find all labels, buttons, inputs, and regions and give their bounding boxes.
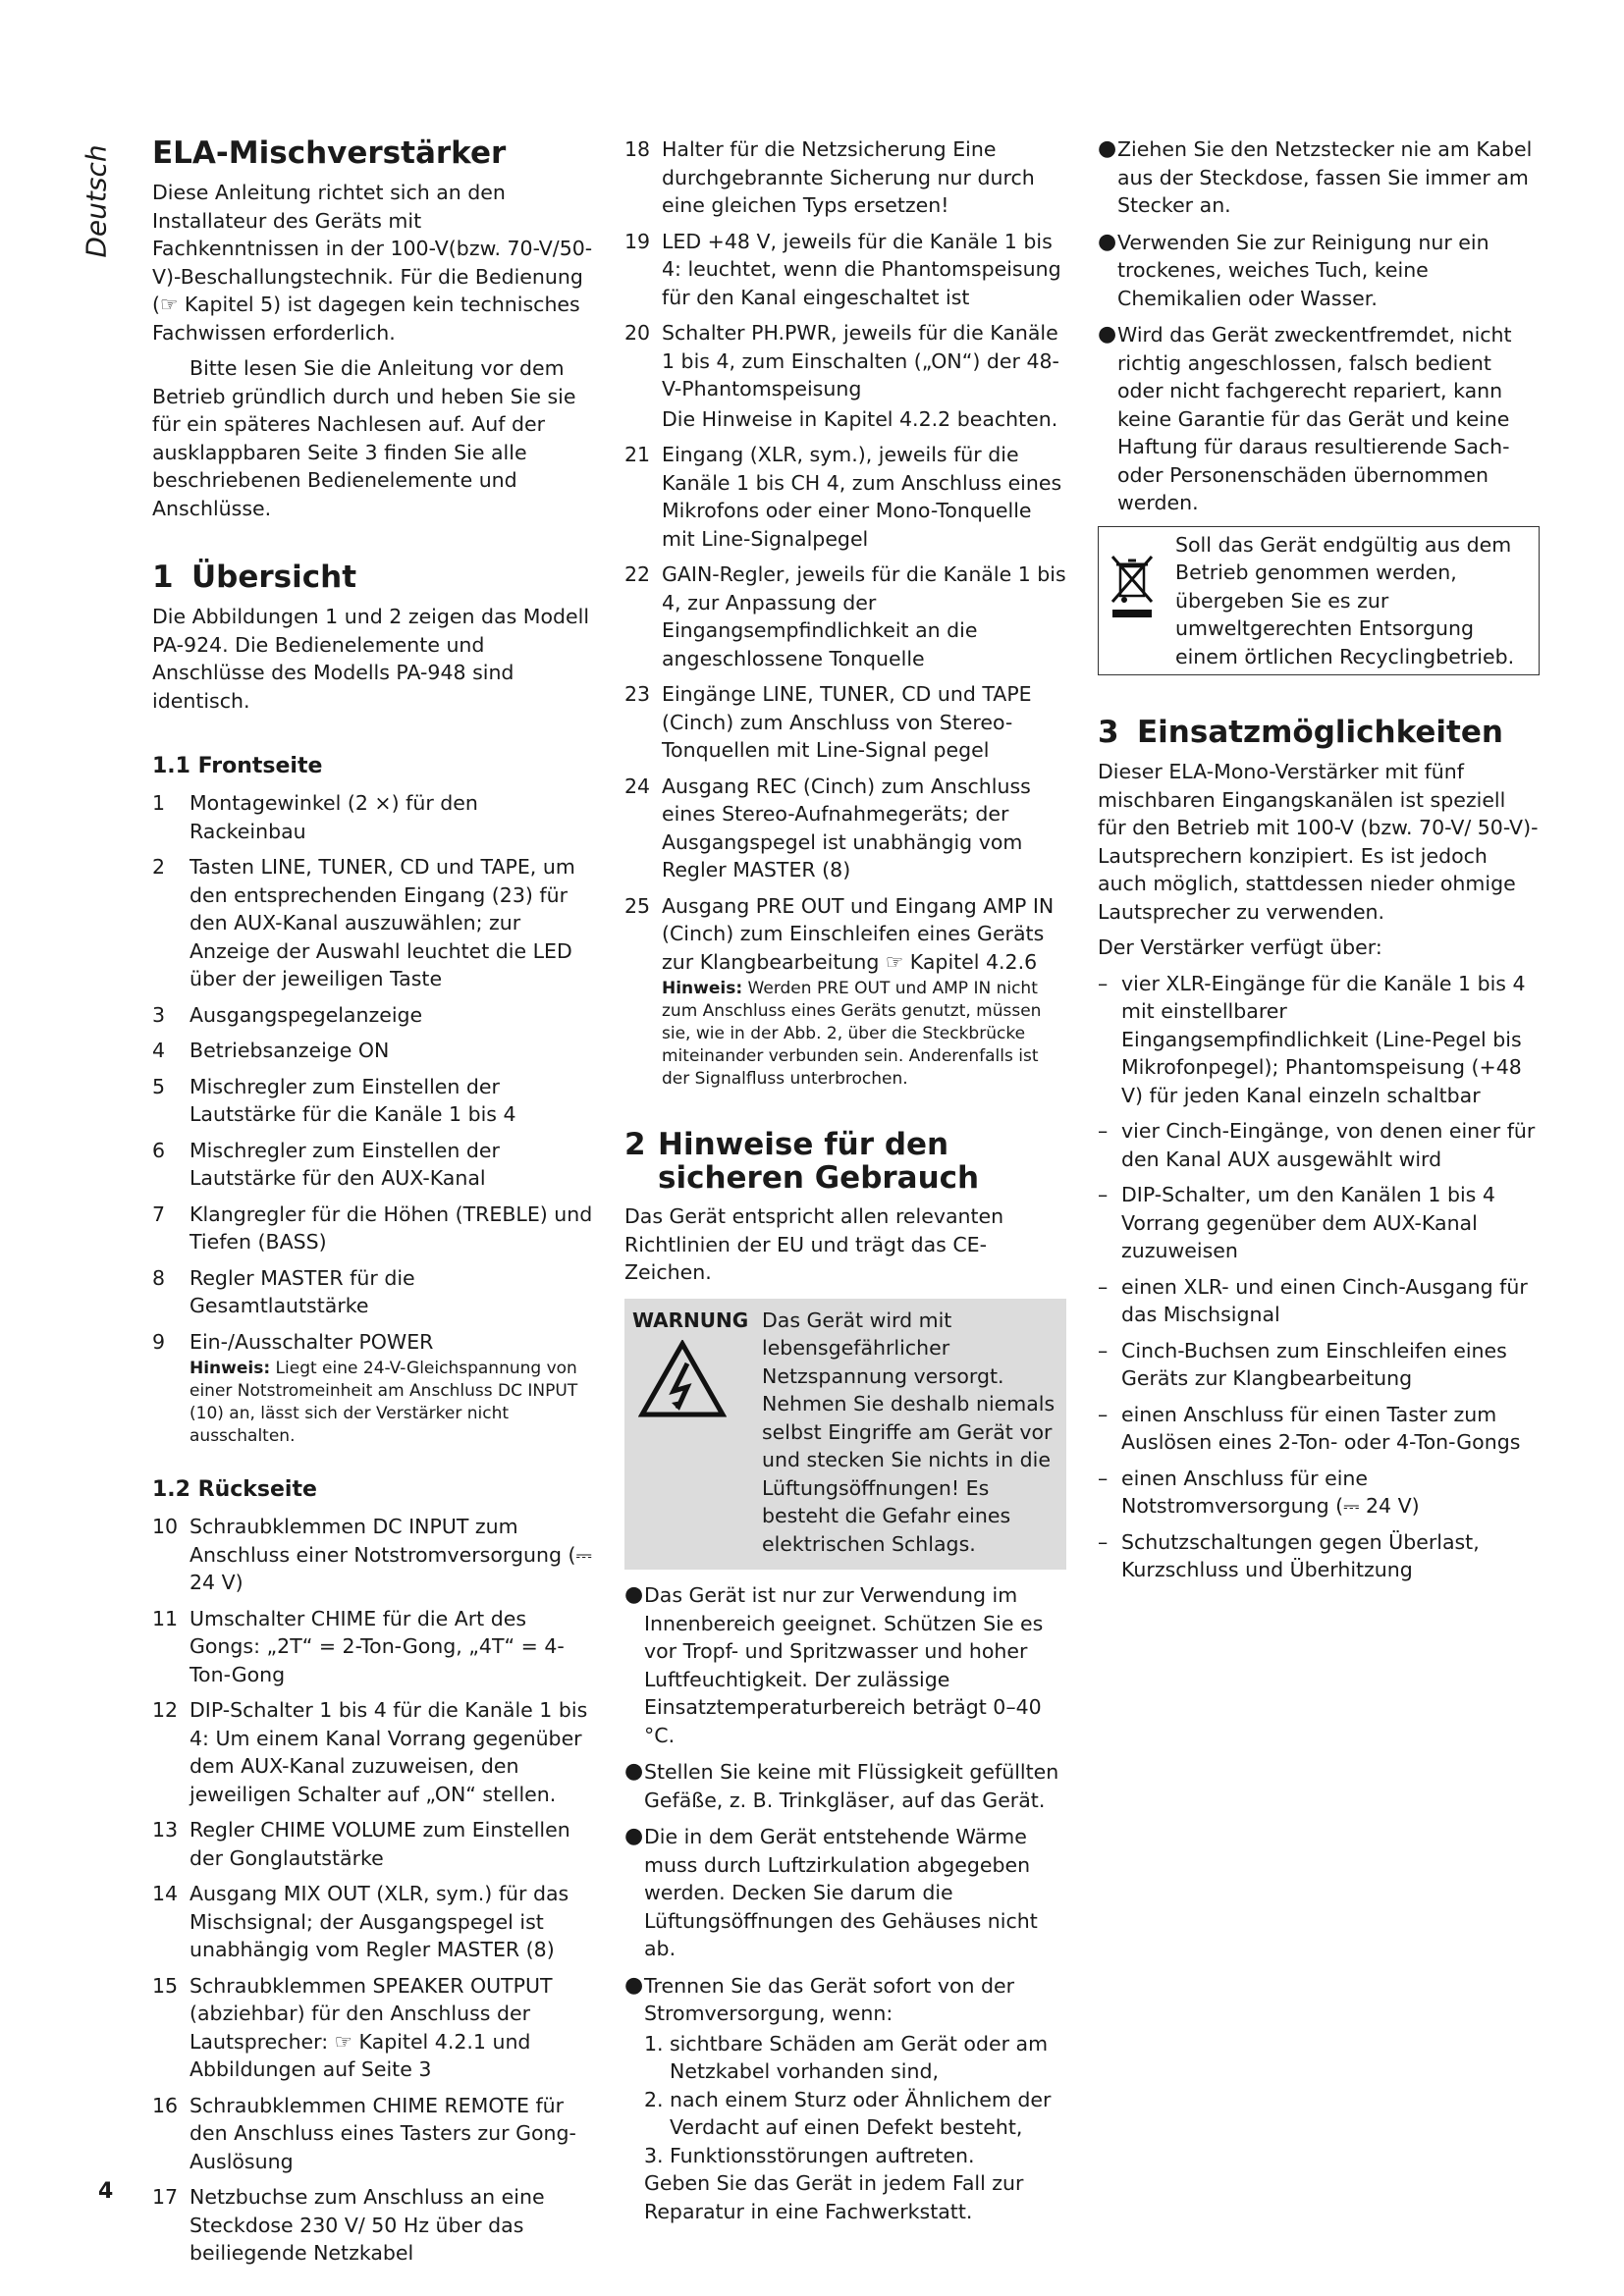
- list-item: – einen XLR- und einen Cinch-Ausgang für das Mischsignal: [1098, 1274, 1528, 1326]
- features-list: [1098, 970, 1540, 1584]
- section-1-text: Die Abbildungen 1 und 2 zeigen das Modell PA-924. Die Bedienelemente und Anschlüsse des Modells PA-948 sind identisch.: [152, 605, 590, 713]
- sub-list: [624, 2030, 1066, 2226]
- note-item-9: Hinweis: Liegt eine 24-V-Gleichspannung von einer Notstromeinheit am Anschluss DC INPUT (10) an, lässt sich der Verstärker nicht ausschalten.: [189, 1359, 578, 1446]
- list-item-extra: Die Hinweise in Kapitel 4.2.2 beachten.: [662, 406, 1058, 431]
- list-item: 13 Regler CHIME VOLUME zum Einstellen der Gonglautstärke: [152, 1818, 570, 1870]
- front-list: [152, 789, 594, 1448]
- list-item: 3. Funktionsstörungen auftreten.: [644, 2143, 975, 2167]
- list-item: 22 GAIN-Regler, jeweils für die Kanäle 1 bis 4, zur Anpassung der Eingangsempfindlichkeit an die angeschlossene Tonquelle: [624, 562, 1066, 670]
- list-item: 1 Montagewinkel (2 ×) für den Rackeinbau: [152, 791, 478, 843]
- section-1-heading: 1 Übersicht: [152, 560, 357, 595]
- column-2: [624, 135, 1066, 2225]
- list-item: 14 Ausgang MIX OUT (XLR, sym.) für das Mischsignal; der Ausgangspegel ist unabhängig vom Regler MASTER (8): [152, 1882, 569, 1961]
- list-item: 25 Ausgang PRE OUT und Eingang AMP IN (Cinch) zum Einschleifen eines Geräts zur Klangbearbeitung ☞ Kapitel 4.2.6: [624, 893, 1055, 974]
- list-item: – vier Cinch-Eingänge, von denen einer für den Kanal AUX ausgewählt wird: [1098, 1119, 1536, 1171]
- section-1-2-heading: 1.2 Rückseite: [152, 1477, 317, 1502]
- list-item: 1. sichtbare Schäden am Gerät oder am Netzkabel vorhanden sind,: [644, 2031, 1049, 2083]
- list-item: 17 Netzbuchse zum Anschluss an eine Steckdose 230 V/ 50 Hz über das beiliegende Netzkabel: [152, 2185, 545, 2265]
- warning-box: [624, 1299, 1066, 1571]
- list-item: 19 LED +48 V, jeweils für die Kanäle 1 bis 4: leuchtet, wenn die Phantomspeisung für den Kanal eingeschaltet ist: [624, 229, 1061, 309]
- list-item: 23 Eingänge LINE, TUNER, CD und TAPE (Cinch) zum Anschluss von Stereo-Tonquellen mit Line-Signal pegel: [624, 682, 1032, 762]
- intro-paragraph-2: Bitte lesen Sie die Anleitung vor dem Betrieb gründlich durch und heben Sie sie für ein späteres Nachlesen auf. Auf der ausklappbaren Seite 3 finden Sie alle beschriebenen Bedienelemente und Anschlüsse.: [152, 356, 576, 520]
- list-item: ● Stellen Sie keine mit Flüssigkeit gefüllten Gefäße, z. B. Trinkgläser, auf das Gerät.: [624, 1759, 1059, 1812]
- language-label: Deutsch: [80, 144, 113, 258]
- list-item: ● Wird das Gerät zweckentfremdet, nicht richtig angeschlossen, falsch bedient oder nicht fachgerecht repariert, kann keine Garantie für das Gerät und keine Haftung für daraus resultierende Sach- oder Personenschäden übernommen werden.: [1098, 322, 1512, 514]
- repair-text: Geben Sie das Gerät in jedem Fall zur Reparatur in eine Fachwerkstatt.: [644, 2171, 1024, 2223]
- list-item: – Cinch-Buchsen zum Einschleifen eines Geräts zur Klangbearbeitung: [1098, 1338, 1507, 1390]
- list-item: 8 Regler MASTER für die Gesamtlautstärke: [152, 1265, 415, 1317]
- list-item: 5 Mischregler zum Einstellen der Lautstärke für die Kanäle 1 bis 4: [152, 1074, 516, 1126]
- list-item: – einen Anschluss für einen Taster zum Auslösen eines 2-Ton- oder 4-Ton-Gongs: [1098, 1402, 1521, 1454]
- intro-paragraph-1: Diese Anleitung richtet sich an den Installateur des Geräts mit Fachkenntnissen in der 100-V(bzw. 70-V/50-V)-Beschallungstechnik. Für die Bedienung (☞ Kapitel 5) ist dagegen kein technisches Fachwissen erforderlich.: [152, 181, 593, 345]
- list-item: 12 DIP-Schalter 1 bis 4 für die Kanäle 1 bis 4: Um einem Kanal Vorrang gegenüber dem AUX-Kanal zuzuweisen, den jeweiligen Schalter auf „ON“ stellen.: [152, 1698, 588, 1806]
- list-item: – einen Anschluss für eine Notstromversorgung (⎓ 24 V): [1098, 1466, 1420, 1518]
- warning-label: WARNUNG: [632, 1308, 749, 1332]
- disposal-box: [1098, 526, 1540, 676]
- list-item: – Schutzschaltungen gegen Überlast, Kurzschluss und Überhitzung: [1098, 1529, 1480, 1581]
- section-1-1-heading: 1.1 Frontseite: [152, 754, 323, 778]
- list-item: 15 Schraubklemmen SPEAKER OUTPUT (abziehbar) für den Anschluss der Lautsprecher: ☞ Kapitel 4.2.1 und Abbildungen auf Seite 3: [152, 1973, 553, 2081]
- warning-text: Das Gerät wird mit lebensgefährlicher Netzspannung versorgt. Nehmen Sie deshalb niemals selbst Eingriffe am Gerät vor und stecken Sie nichts in die Lüftungsöffnungen! Es besteht die Gefahr eines elektrischen Schlags.: [762, 1308, 1056, 1556]
- list-item: 2 Tasten LINE, TUNER, CD und TAPE, um den entsprechenden Eingang (23) für den AUX-Kanal auszuwählen; zur Anzeige der Auswahl leuchtet die LED über der jeweiligen Taste: [152, 855, 575, 990]
- section-2-heading: 2 Hinweise für den sicheren Gebrauch: [624, 1127, 980, 1196]
- list-item: 20 Schalter PH.PWR, jeweils für die Kanäle 1 bis 4, zum Einschalten („ON“) der 48-V-Phantomspeisung: [624, 321, 1059, 400]
- features-intro: Der Verstärker verfügt über:: [1098, 935, 1382, 959]
- list-item: 21 Eingang (XLR, sym.), jeweils für die Kanäle 1 bis CH 4, zum Anschluss eines Mikrofons oder einer Mono-Tonquelle mit Line-Signalpegel: [624, 443, 1062, 551]
- list-item: 4 Betriebsanzeige ON: [152, 1039, 390, 1062]
- list-item: 18 Halter für die Netzsicherung Eine durchgebrannte Sicherung nur durch eine gleichen Typs ersetzen!: [624, 137, 1035, 217]
- list-item: ● Ziehen Sie den Netzstecker nie am Kabel aus der Steckdose, fassen Sie immer am Stecker an.: [1098, 136, 1533, 217]
- list-item: 10 Schraubklemmen DC INPUT zum Anschluss einer Notstromversorgung (⎓ 24 V): [152, 1515, 592, 1594]
- list-item: 9 Ein-/Ausschalter POWER: [152, 1329, 434, 1354]
- list-item: ● Verwenden Sie zur Reinigung nur ein trockenes, weiches Tuch, keine Chemikalien oder Wasser.: [1098, 229, 1489, 310]
- list-item: 3 Ausgangspegelanzeige: [152, 1002, 423, 1027]
- list-item: 6 Mischregler zum Einstellen der Lautstärke für den AUX-Kanal: [152, 1138, 500, 1190]
- crossed-bin-icon: [1107, 531, 1175, 671]
- high-voltage-icon: [638, 1340, 762, 1426]
- list-item: 7 Klangregler für die Höhen (TREBLE) und Tiefen (BASS): [152, 1201, 593, 1254]
- list-item: 24 Ausgang REC (Cinch) zum Anschluss eines Stereo-Aufnahmegeräts; der Ausgangspegel ist unabhängig vom Regler MASTER (8): [624, 774, 1031, 881]
- document-title: ELA-Mischverstärker: [152, 135, 507, 171]
- page-number: 4: [98, 2179, 114, 2204]
- list-item: – vier XLR-Eingänge für die Kanäle 1 bis 4 mit einstellbarer Eingangsempfindlichkeit (Line-Pegel bis Mikrofonpegel); Phantomspeisung (+48 V) für jeden Kanal einzeln schaltbar: [1098, 971, 1526, 1107]
- disposal-text: Soll das Gerät endgültig aus dem Betrieb genommen werden, übergeben Sie es zur umweltgerechten Entsorgung einem örtlichen Recyclingbetrieb.: [1175, 532, 1515, 668]
- list-item: ● Das Gerät ist nur zur Verwendung im Innenbereich geeignet. Schützen Sie es vor Tropf- und Spritzwasser und hoher Luftfeuchtigkeit. Der zulässige Einsatztemperaturbereich beträgt 0–40 °C.: [624, 1582, 1044, 1747]
- language-tab: [77, 137, 116, 265]
- list-item: ● Trennen Sie das Gerät sofort von der Stromversorgung, wenn:: [624, 1972, 1015, 2025]
- list-item: – DIP-Schalter, um den Kanälen 1 bis 4 Vorrang gegenüber dem AUX-Kanal zuzuweisen: [1098, 1183, 1495, 1262]
- column-1: [152, 135, 594, 2275]
- list-item: ● Die in dem Gerät entstehende Wärme muss durch Luftzirkulation abgegeben werden. Decken Sie darum die Lüftungsöffnungen des Gehäuses nicht ab.: [624, 1824, 1038, 1960]
- column-3: [1098, 135, 1540, 1592]
- section-2-text: Das Gerät entspricht allen relevanten Richtlinien der EU und trägt das CE-Zeichen.: [624, 1204, 1004, 1284]
- section-3-text: Dieser ELA-Mono-Verstärker mit fünf mischbaren Eingangskanälen ist speziell für den Betrieb mit 100-V (bzw. 70-V/ 50-V)-Lautsprechern konzipiert. Es ist jedoch auch möglich, stattdessen nieder ohmige Lautsprecher zu verwenden.: [1098, 760, 1539, 924]
- section-3-heading: 3 Einsatzmöglichkeiten: [1098, 715, 1503, 750]
- note-item-25: Hinweis: Werden PRE OUT und AMP IN nicht zum Anschluss eines Geräts genutzt, müssen sie, wie in der Abb. 2, über die Steckbrücke miteinander verbunden sein. Anderenfalls ist der Signalfluss unterbrochen.: [662, 979, 1042, 1089]
- list-item: 2. nach einem Sturz oder Ähnlichem der Verdacht auf einen Defekt besteht,: [644, 2087, 1052, 2139]
- rear-list: [152, 1513, 594, 2268]
- list-item: 16 Schraubklemmen CHIME REMOTE für den Anschluss eines Tasters zur Gong-Auslösung: [152, 2093, 576, 2173]
- list-item: 11 Umschalter CHIME für die Art des Gongs: „2T“ = 2-Ton-Gong, „4T“ = 4-Ton-Gong: [152, 1606, 565, 1686]
